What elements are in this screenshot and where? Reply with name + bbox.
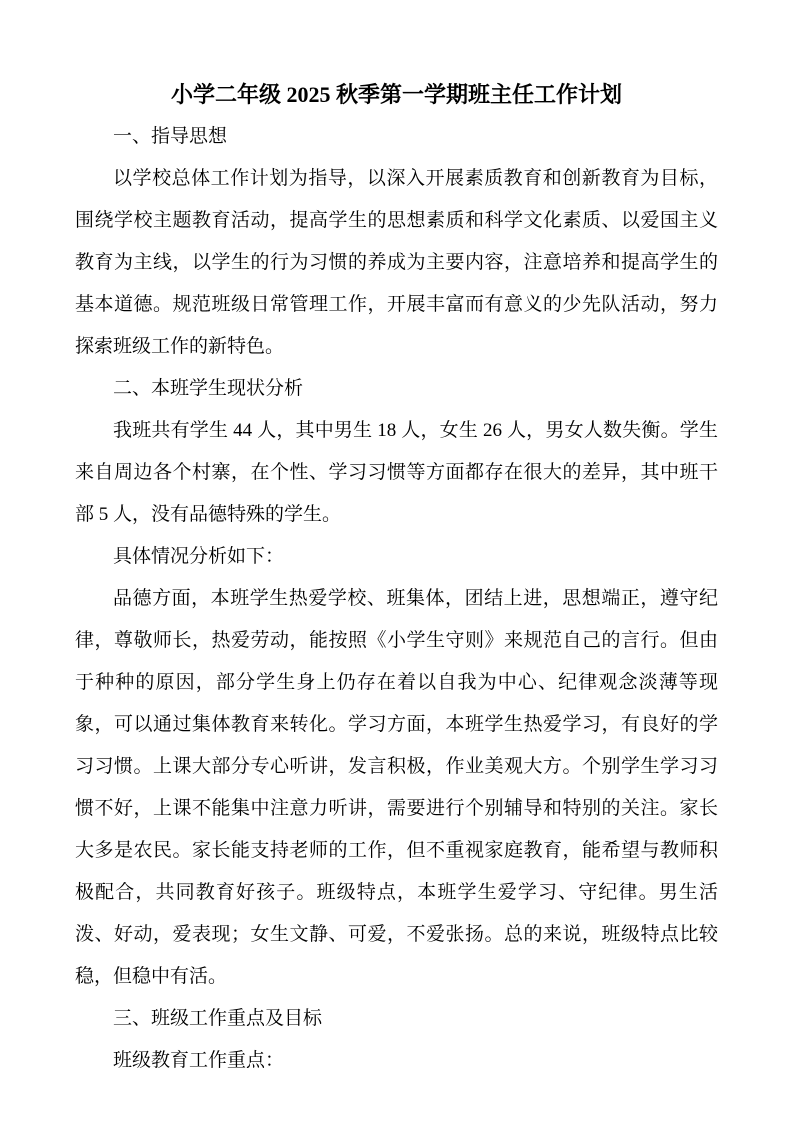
section-heading-work-focus-goals: 三、班级工作重点及目标	[113, 1008, 323, 1029]
paragraph-detailed-analysis: 品德方面，本班学生热爱学校、班集体，团结上进，思想端正，遵守纪律，尊敬师长，热爱劳动，能按照《小学生守则》来规范自己的言行。但由于种种的原因，部分学生身上仍存在着以自我为中心、纪律观念淡薄等现象，可以通过集体教育来转化。学习方面，本班学生热爱学习，有良好的学习习惯。上课大部分专心听讲，发言积极，作业美观大方。个别学生学习习惯不好，上课不能集中注意力听讲，需要进行个别辅导和特别的关注。家长大多是农民。家长能支持老师的工作，但不重视家庭教育，能希望与教师积极配合，共同教育好孩子。班级特点，本班学生爱学习、守纪律。男生活泼、好动，爱表现；女生文静、可爱，不爱张扬。总的来说，班级特点比较稳，但稳中有活。	[75, 588, 718, 987]
section-heading-guiding-ideology: 一、指导思想	[113, 126, 228, 147]
paragraph-analysis-intro: 具体情况分析如下：	[113, 546, 285, 567]
document-title: 小学二年级 2025 秋季第一学期班主任工作计划	[170, 82, 622, 107]
paragraph-guiding-ideology: 以学校总体工作计划为指导，以深入开展素质教育和创新教育为目标，围绕学校主题教育活动，提高学生的思想素质和科学文化素质、以爱国主义教育为主线，以学生的行为习惯的养成为主要内容，注意培养和提高学生的基本道德。规范班级日常管理工作，开展丰富而有意义的少先队活动，努力探索班级工作的新特色。	[75, 168, 718, 357]
paragraph-education-work-focus: 班级教育工作重点：	[113, 1050, 285, 1071]
paragraph-class-composition: 我班共有学生 44 人，其中男生 18 人，女生 26 人，男女人数失衡。学生来自周边各个村寨，在个性、学习习惯等方面都存在很大的差异，其中班干部 5 人，没有品德特殊的学生。	[75, 420, 718, 525]
section-heading-class-status-analysis: 二、本班学生现状分析	[113, 378, 304, 399]
